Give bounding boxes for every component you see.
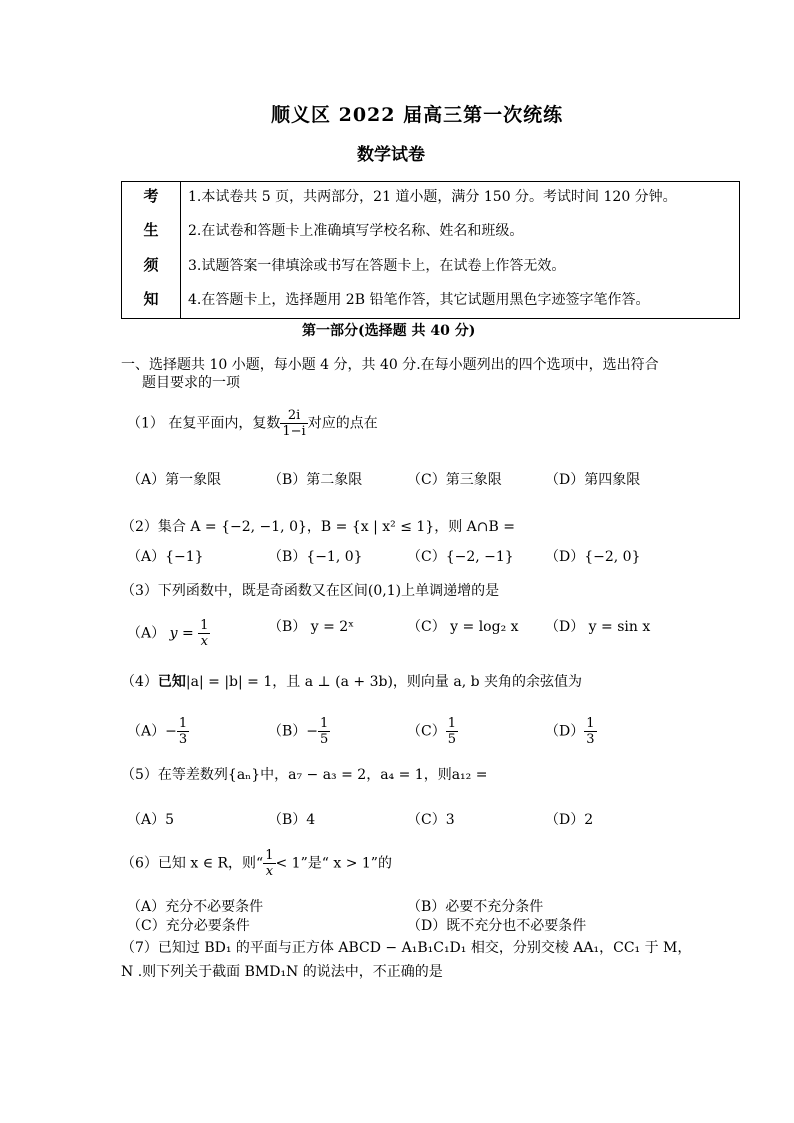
fraction: $\frac{2i}{1-i}$ (282, 408, 306, 439)
option: （A）{−1} (127, 549, 204, 565)
option: （C） y = log₂ x (407, 619, 519, 635)
notes-label-char: 知 (143, 290, 159, 308)
note-line: 2.在试卷和答题卡上准确填写学校名称、姓名和班级。 (188, 223, 524, 239)
question-3: （3）下列函数中，既是奇函数又在区间(0,1)上单调递增的是 (121, 583, 500, 599)
question-number: （1） (127, 415, 164, 432)
question-7-cont: N .则下列关于截面 BMD₁N 的说法中，不正确的是 (121, 964, 443, 980)
question-text: 在复平面内，复数 (168, 415, 281, 432)
fraction: $\frac{1}{3}$ (586, 716, 595, 747)
question-5: （5）在等差数列{aₙ}中，a₇ − a₃ = 2，a₄ = 1，则a₁₂ = (121, 767, 488, 783)
option: （D） y = sin x (545, 619, 651, 635)
question-text: 对应的点在 (307, 415, 378, 432)
option: （B）{−1, 0} (268, 549, 363, 565)
option: （A）充分不必要条件 (127, 899, 264, 915)
option: （D）第四象限 (545, 472, 641, 488)
option: （A） y = $\frac{1}{x}$ (127, 618, 209, 649)
note-line: 1.本试卷共 5 页，共两部分，21 道小题，满分 150 分。考试时间 120 分钟。 (188, 189, 677, 205)
part-title: 第一部分(选择题 共 40 分) (302, 323, 476, 339)
page-subtitle: 数学试卷 (357, 145, 425, 165)
fraction: $\frac{1}{5}$ (447, 716, 456, 747)
option: （D）既不充分也不必要条件 (407, 918, 587, 934)
fraction: $\frac{1}{x}$ (200, 618, 209, 649)
option: （B） y = 2ˣ (268, 619, 355, 635)
question-6: （6）已知 x ∈ R，则“ $\frac{1}{x}$ < 1”是“ x > 1”的 (121, 848, 392, 879)
page-title: 顺义区 2022 届高三第一次统练 (271, 104, 564, 126)
fraction: $\frac{1}{3}$ (178, 716, 188, 747)
notes-label-column (122, 182, 181, 318)
section-intro: 一、选择题共 10 小题，每小题 4 分，共 40 分.在每小题列出的四个选项中，选出符合 (121, 357, 659, 373)
option: （A）第一象限 (127, 472, 222, 488)
option: （C）{−2, −1} (407, 549, 514, 565)
option: （B）必要不充分条件 (407, 899, 544, 915)
fraction: $\frac{1}{5}$ (320, 716, 329, 747)
option: （C）第三象限 (407, 472, 502, 488)
option: （C）充分必要条件 (127, 918, 250, 934)
exam-notes-box (121, 181, 740, 319)
option: （D）{−2, 0} (545, 549, 641, 565)
fraction: $\frac{1}{x}$ (265, 848, 274, 879)
section-intro-cont: 题目要求的一项 (142, 375, 240, 391)
option: （D） $\frac{1}{3}$ (545, 716, 595, 747)
question-4: （4）已知|a| = |b| = 1，且 a ⊥ (a + 3b)，则向量 a, b 夹角的余弦值为 (121, 674, 583, 690)
note-line: 3.试题答案一律填涂或书写在答题卡上，在试卷上作答无效。 (188, 258, 566, 274)
option: （B）− $\frac{1}{5}$ (268, 716, 329, 747)
notes-label-char: 须 (143, 256, 159, 274)
option: （C） $\frac{1}{5}$ (407, 716, 456, 747)
notes-label-char: 生 (143, 221, 159, 239)
question-2: （2）集合 A = {−2, −1, 0}，B = {x | x² ≤ 1}，则 A∩B = (121, 519, 515, 535)
option: （C）3 (407, 812, 455, 828)
notes-label-char: 考 (143, 187, 159, 205)
option: （B）第二象限 (268, 472, 363, 488)
option: （A）− $\frac{1}{3}$ (127, 716, 188, 747)
note-line: 4.在答题卡上，选择题用 2B 铅笔作答，其它试题用黑色字迹签字笔作答。 (188, 292, 650, 308)
question-7: （7）已知过 BD₁ 的平面与正方体 ABCD − A₁B₁C₁D₁ 相交，分别交棱 AA₁，CC₁ 于 M， (121, 940, 692, 956)
question-1 (127, 408, 378, 439)
option: （B）4 (268, 812, 316, 828)
option: （D）2 (545, 812, 594, 828)
option: （A）5 (127, 812, 175, 828)
